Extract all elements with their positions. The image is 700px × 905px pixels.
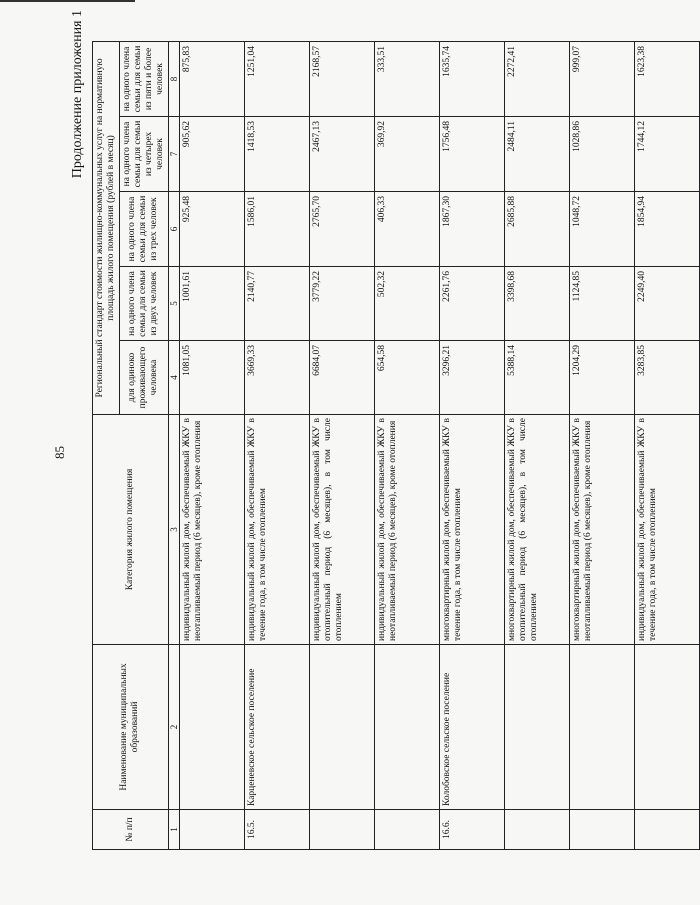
row-category: многоквартирный жилой дом, обеспечиваемый ЖКУ в течение года, в том числе отоплением [439, 415, 504, 645]
header-standard: Региональный стандарт стоимости жилищно-коммунальных услуг на нормативную площадь жилого помещения (рублей в месяц) [93, 41, 120, 414]
row-category: индивидуальный жилой дом, обеспечиваемый ЖКУ в неотапливаемый период (6 месяцев), кроме отопления [179, 415, 244, 645]
row-value: 1081,05 [179, 341, 244, 415]
column-number: 7 [168, 117, 179, 192]
row-municipality [179, 645, 244, 810]
header-sub-1: для одиноко проживающего человека [119, 341, 168, 415]
column-number: 8 [168, 41, 179, 116]
row-num [309, 810, 374, 850]
row-value: 3779,22 [309, 267, 374, 341]
row-municipality [504, 645, 569, 810]
row-value: 925,48 [179, 192, 244, 267]
table-row [569, 41, 634, 849]
row-value: 2484,11 [504, 117, 569, 192]
appendix-title: Продолжение приложения 1 [70, 10, 85, 179]
row-value: 1251,04 [244, 41, 309, 116]
row-value: 2685,88 [504, 192, 569, 267]
row-value: 1048,72 [569, 192, 634, 267]
row-municipality [374, 645, 439, 810]
table-row [634, 41, 699, 849]
table-row [439, 41, 504, 849]
row-value: 3296,21 [439, 341, 504, 415]
row-value: 502,32 [374, 267, 439, 341]
row-municipality [634, 645, 699, 810]
row-value: 1635,74 [439, 41, 504, 116]
row-value: 1623,38 [634, 41, 699, 116]
row-value: 2140,77 [244, 267, 309, 341]
column-number-row [168, 41, 179, 849]
row-value: 369,92 [374, 117, 439, 192]
row-num [374, 810, 439, 850]
row-value: 999,07 [569, 41, 634, 116]
row-municipality [569, 645, 634, 810]
table-row [309, 41, 374, 849]
header-category: Категория жилого помещения [93, 415, 169, 645]
header-municipality: Наименование муниципальных образований [93, 645, 169, 810]
row-value: 2261,76 [439, 267, 504, 341]
table-row [244, 41, 309, 849]
table-row [504, 41, 569, 849]
row-num [569, 810, 634, 850]
row-value: 2765,70 [309, 192, 374, 267]
column-number: 4 [168, 341, 179, 415]
row-value: 2168,57 [309, 41, 374, 116]
row-value: 3669,33 [244, 341, 309, 415]
row-category: многоквартирный жилой дом, обеспечиваемый ЖКУ в отопительный период (6 месяцев), в том числе отоплением [504, 415, 569, 645]
row-value: 333,51 [374, 41, 439, 116]
row-value: 2249,40 [634, 267, 699, 341]
row-value: 1867,30 [439, 192, 504, 267]
column-number: 3 [168, 415, 179, 645]
row-num [634, 810, 699, 850]
row-value: 2272,41 [504, 41, 569, 116]
header-num: № п/п [93, 810, 169, 850]
row-value: 406,33 [374, 192, 439, 267]
row-value: 1854,94 [634, 192, 699, 267]
row-value: 1124,85 [569, 267, 634, 341]
row-value: 3398,68 [504, 267, 569, 341]
row-category: индивидуальный жилой дом, обеспечиваемый ЖКУ в течение года, в том числе отоплением [634, 415, 699, 645]
row-value: 2467,13 [309, 117, 374, 192]
column-number: 6 [168, 192, 179, 267]
column-number: 1 [168, 810, 179, 850]
row-value: 1204,29 [569, 341, 634, 415]
row-num [504, 810, 569, 850]
row-category: индивидуальный жилой дом, обеспечиваемый ЖКУ в течение года, в том числе отоплением [244, 415, 309, 645]
row-num [179, 810, 244, 850]
row-value: 1418,53 [244, 117, 309, 192]
table-row [179, 41, 244, 849]
row-municipality: Карценевское сельское поселение [244, 645, 309, 810]
header-sub-5: на одного члена семьи для семьи из пяти и более человек [119, 41, 168, 116]
row-value: 654,58 [374, 341, 439, 415]
row-value: 6684,07 [309, 341, 374, 415]
row-value: 5388,14 [504, 341, 569, 415]
row-value: 1028,86 [569, 117, 634, 192]
row-value: 3283,85 [634, 341, 699, 415]
column-number: 5 [168, 267, 179, 341]
row-value: 1744,12 [634, 117, 699, 192]
row-value: 875,83 [179, 41, 244, 116]
row-num: 16.5. [244, 810, 309, 850]
row-value: 1001,61 [179, 267, 244, 341]
row-municipality: Колобовское сельское поселение [439, 645, 504, 810]
row-value: 905,62 [179, 117, 244, 192]
row-category: многоквартирный жилой дом, обеспечиваемый ЖКУ в неотапливаемый период (6 месяцев), кроме отопления [569, 415, 634, 645]
tariff-table [92, 41, 700, 850]
row-num: 16.6. [439, 810, 504, 850]
table-row [374, 41, 439, 849]
header-sub-2: на одного члена семьи для семьи из двух человек [119, 267, 168, 341]
row-category: индивидуальный жилой дом, обеспечиваемый ЖКУ в неотапливаемый период (6 месяцев), кроме отопления [374, 415, 439, 645]
page-number: 85 [52, 446, 67, 459]
header-row-top [93, 41, 120, 849]
header-sub-3: на одного члена семьи для семьи из трех человек [119, 192, 168, 267]
header-sub-4: на одного члена семьи для семьи из четырех человек [119, 117, 168, 192]
row-category: индивидуальный жилой дом, обеспечиваемый ЖКУ в отопительный период (6 месяцев), в том числе отоплением [309, 415, 374, 645]
row-municipality [309, 645, 374, 810]
column-number: 2 [168, 645, 179, 810]
row-value: 1756,48 [439, 117, 504, 192]
row-value: 1586,01 [244, 192, 309, 267]
